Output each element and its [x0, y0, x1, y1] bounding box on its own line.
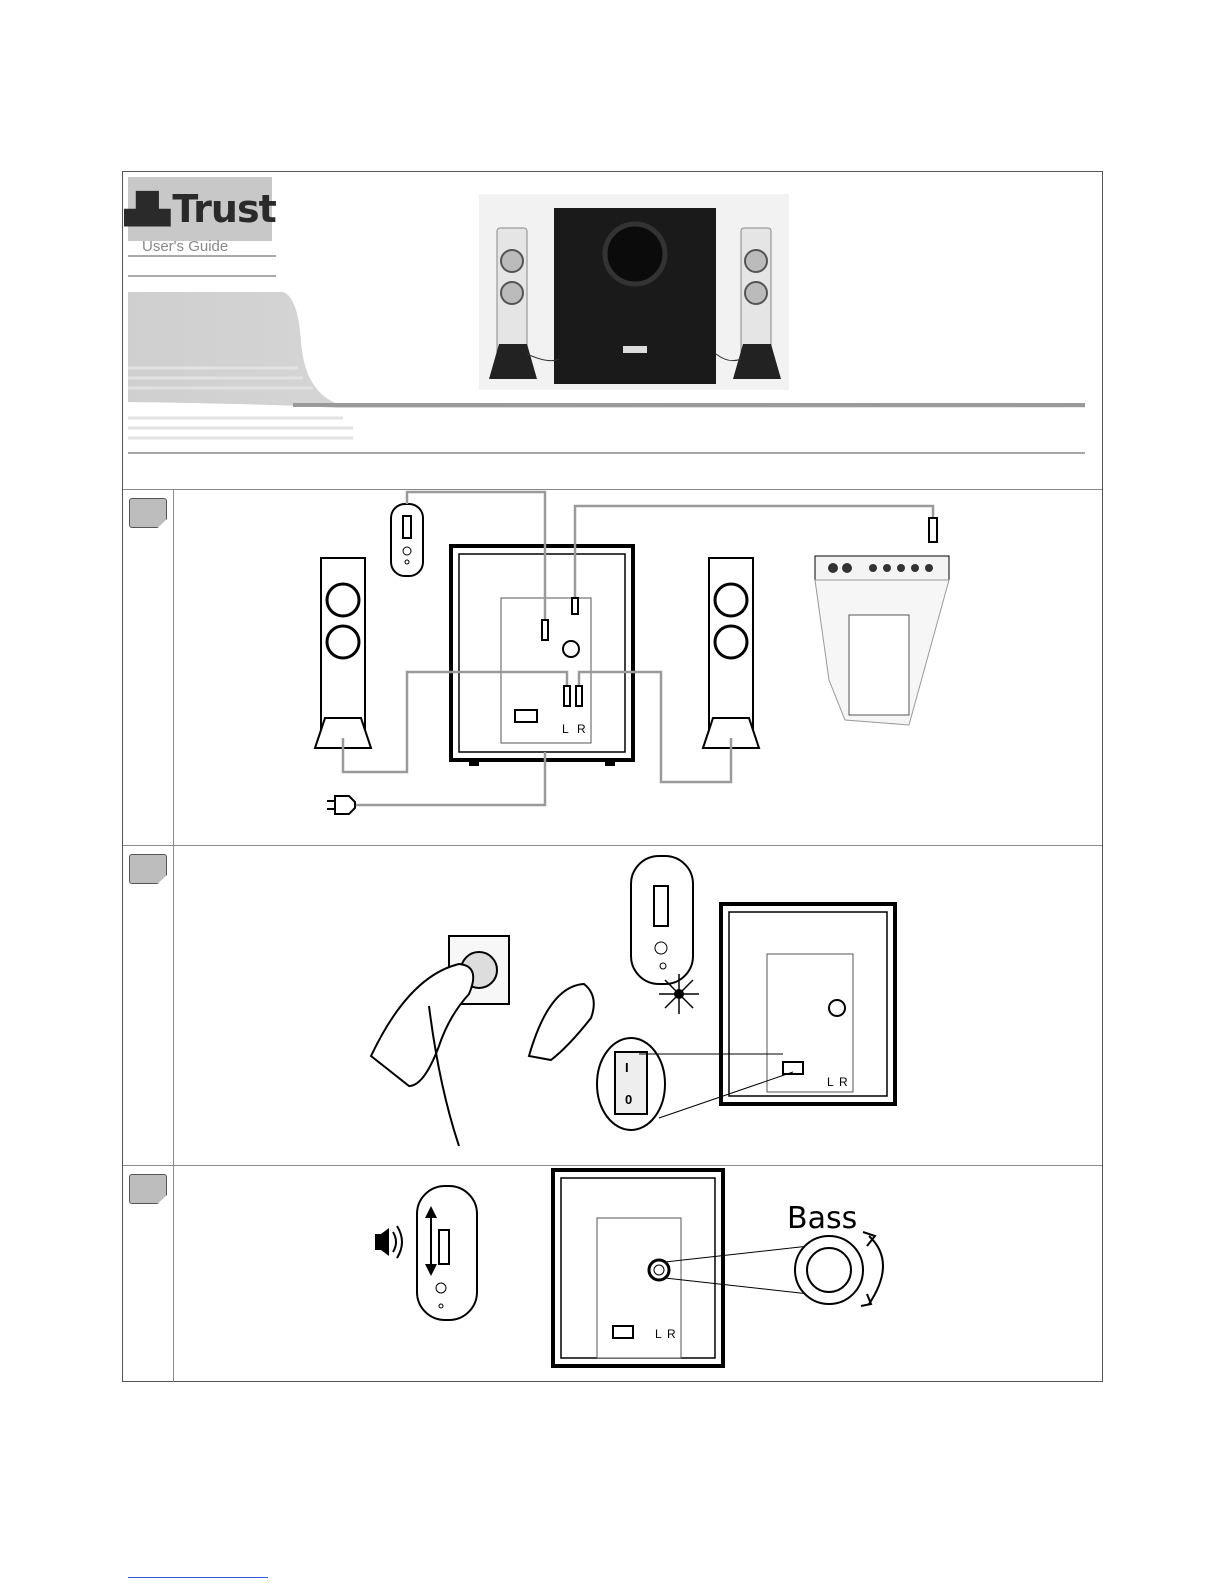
volume-bass-diagram	[369, 1166, 909, 1376]
left-channel-label: L	[562, 722, 569, 736]
switch-off-label: 0	[625, 1092, 633, 1107]
manual-page	[122, 171, 1103, 1382]
left-channel-label: L	[827, 1075, 834, 1089]
left-channel-label: L	[655, 1327, 662, 1341]
switch-on-label: I	[625, 1060, 629, 1075]
header	[123, 172, 1102, 489]
power-on-diagram	[369, 846, 909, 1162]
right-channel-label: R	[577, 722, 586, 736]
step-1	[123, 489, 1102, 846]
step-2	[123, 845, 1102, 1166]
step-badge	[129, 498, 167, 528]
product-photo	[479, 194, 789, 390]
step-badge	[129, 854, 167, 884]
connection-diagram	[309, 490, 959, 842]
document-subtitle: User's Guide	[142, 238, 229, 255]
step-badge	[129, 1174, 167, 1204]
footer-link-line	[128, 1577, 268, 1578]
right-channel-label: R	[667, 1327, 676, 1341]
brand-name: Trust	[172, 187, 276, 231]
trust-logo-icon: ▟▙	[124, 192, 171, 226]
step-3	[123, 1165, 1102, 1382]
right-channel-label: R	[839, 1075, 848, 1089]
bass-label: Bass	[787, 1201, 858, 1236]
